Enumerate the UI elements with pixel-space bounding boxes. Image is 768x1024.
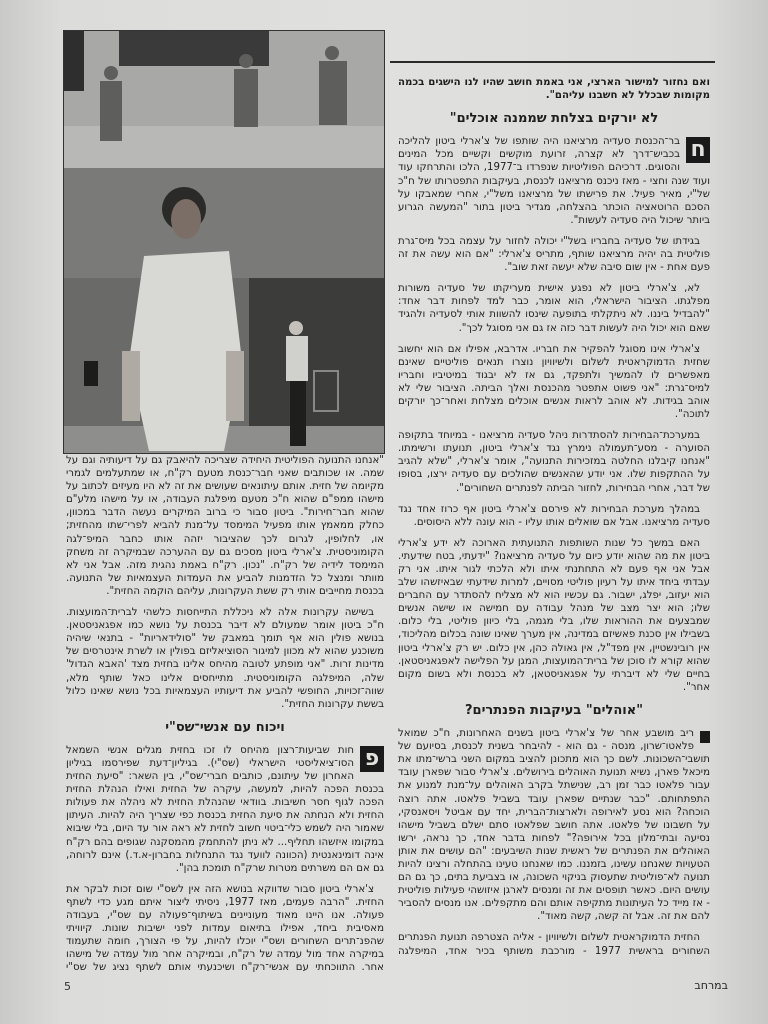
paragraph: במהלך מערכת הבחירות לא פירסם צ'ארלי ביטון אף כרוז אחד נגד סעדיה מרציאנו. אבל אם שואלים אותו עליו - הוא עונה ללא היסוסים. xyxy=(398,503,710,528)
subheading-tents: "אוהלים" בעיקבות הפנתרים? xyxy=(465,702,643,718)
subheading-spitting: לא יורקים בצלחת שממנה אוכלים" xyxy=(449,111,659,127)
publication-name: במרחב xyxy=(694,979,728,992)
paragraph: פ חות שביעות־רצון מהיחס לו זכו בחזית מגלים אנשי השמאל הסו־ציאליסטי הישראלי (שס"י). בגיליון־דעת שפירסמו בגיליון האחרון של עיתונם, כותבים חברי־שס"י, בין השאר: "סיעת החזית בכנסת הפכה להיות, למעשה, עיקרה של החזית ואילו הנהלת החזית הפכה לגוף חסר חשיבות. בוודאי שהנהלת החזית לא ניהלה את פעולות החזית ולא הנחתה את סיעת החזית בכנסת כפי שצריך היה להיות. העיתון שאמור היה לשמש כלי־ביטוי חשוב לחזית לא ראה אור עד היום, בלי שיבוא במקומו איזשהו תחליף... לא ניתן להתחמק מהמסקנה שגופים בהם רק"ח אינה דומינאנטית (הכוונה לוועד נגד התנחלות בחברון-א.ד.) אינם לרוחה, גם אם הם משרתים מטרות שרק"ח תומכת בהן". xyxy=(66,744,384,874)
paragraph: צ'ארלי אינו מסוגל להפקיר את חבריו. אדרבא, אפילו אם הוא יחשוב שחזית הדמוקראטית לשלום ולשיוויון נוצרו תנאים פוליטיים שאינם מאפשרים לו להמשיך ולתפקד, גם אז לא יבגוד במיטיביו וחבריו למיס־גרת: "אני פשוט אתפטר מהכנסת ואלך הביתה. הציבור שלי לא אוהב בגידות. לא אוהב לראות אנשים אוכלים מצלחת ואחר־כך יורקים לתוכה". xyxy=(398,343,710,421)
paragraph: "אנחנו התנועה הפוליטית היחידה שצריכה להיאבק גם על דיעותיה וגם על שמה. או שכותבים שאני חבר־כנסת מטעם רק"ח, או שמתעלמים לגמרי מקיומה של חזית. אותם עיתונאים שעושים את זה לא היו מעיזים לכתוב על מישהו ממפ"ם שהוא ח"כ מטעם מיפלגת העבודה, או על מישהו מלע"ם שהוא חבר־חירות". ביטון סבור כי ברוב המיקרים נעשה הדבר במכוון, כחלק ממאמץ אותו מפעיל המימסד על־מנת להביא לפרי־שתו מהחזית; או, לחלופין, לגרום לכך שהציבור יזהה אותו כחבר המיפ־לגה הקומוניסטית. צ'ארלי ביטון מסכים גם עם ההערכה שבמיקרה זה משחק המימסד לידיה של רק"ח. "נכון. רק"ח באמת נהגית מזה. אבל אני לא מוותר ומנצל כל הזדמנות להביע את העמדות העצמאיות של התנועה. בכנסת מחייבים אותי רק ששת העקרונות, עליהם הוקמה החזית". xyxy=(66,455,384,597)
paragraph: ריב מושבע אחר של צ'ארלי ביטון בשנים האחרונות, ח"כ שמואל פלאטו־שרון, מנסה - גם הוא - להיבחר בשנית לכנסת, בסיועם של תושבי־השכונות. לשם כך הוא מתכונן להציב במקום השני ברשי־מתו את מיכאל פארן, נשיא תנועת האוהלים בירושלים. צ'ארלי סבור שפארן עובד עבור פלאטו כבר זמן רב, שנישתל בקרב האוהלים על־מנת למנוע את התפתחותם. "כבר שנתיים שפארן עובד בשביל פלאטו. אתה רוצה הוכחה? הוא נסע לאירופה ולארצות־הברית, יחד עם אביטל ויסאנסקי, על חשבונו של פלאטו. אתה חושב שפלאטו סתם ישלם בשביל מישהו נסיעה ובתי־מלון בכל אירופה?" לפחות בדבר אחד, כך נראה, ירשו האוהלים את הפנתרים של ראשית שנות השיבעים: "הם עושים את אותן הטעויות שאנחנו עשינו, בזמננו. כמו שאנחנו טעינו בהתחלה ורצינו להיות תנועה לא־פוליטית שתעסוק בניקוי השכונה, או בצביעת בתים, כך גם הם עושים היום. כאשר תופסים את זה ומנסים לארגן איזושהי פעילות פוליטית - אז מייד כל העיתונות מתקיפה אותם והם מתקפלים. אנו מנסים להסביר להם את זה. אבל זה קשה, קשה מאוד". xyxy=(398,728,710,923)
photo-figure-standing-under-bridge-with-soldiers-icon xyxy=(64,31,384,453)
drop-cap: פ xyxy=(360,746,384,772)
paragraph: בשישה עקרונות אלה לא ניכללת התייחסות כלשהי לברית־המועצות. ח"כ ביטון אומר שמעולם לא דיבר בכנסת על נושא כמו אפגאניסטאן. בנושא פולין הוא אף תומך במאבק של "סולידאריות" - בתנאי שיהיה משוכנע שהוא לא מכוון למיגור הסוציאליזם בפולין או לשרת אינטרסים של מדינות זרות. "אני מופתע לטובה מהיחס אלינו בחזית מצד 'האבא הגדול' שלה, המיפלגה הקומוניסטית. מתייחסים אלינו כאל שותף מלא, שווה־זכויות, החופשי להביע את דיעותיו העצמאיות בכל נושא שאינו כלול בששת עקרונות החזית". xyxy=(66,607,384,710)
paragraph: בגידתו של סעדיה בחבריו בשל"י יכולה לחזור על עצמה בכל מיס־גרת פוליטית בה יהיה מרציאנו שותף, מתריס צ'ארלי: "אם הוא עשה את זה פעם אחת - אין שום סיבה שלא יעשה זאת שוב". xyxy=(398,235,710,274)
paragraph: האם במשך כל שנות השותפות התנועתית הארוכה לא ידע צ'ארלי ביטון את מה שהוא יודע כיום על סעדיה מרציאנו? "ידעתי, בטח שידעתי. אבל אני אף פעם לא התחתנתי איתו ולא הלכתי לגור איתו. אני רק עבדתי ביחד איתו על רעיון פוליטי מסויים, למרות שידעתי שבאיזשהו שלב הוא יעזוב, יפלג, ישבור. גם עכשיו הוא לא מצליח להסתדר עם החברים שלו; הוא יצר מצב של מנהל עבודה עם חמישה או שישה אנשים שמבצעים את ההוראות שלו, בלי מגמה, בלי כיוון פוליטי, בלי כלום. בשבילו אין סכנת פאשיזם במדינה, אין מערך שאינו שונה בכלום מהליכוד, אין רובינשטיין, אין מפד"ל, אין גאולה כהן, אין כלום. יש רק צ'ארלי ביטון שהוא קורא לו סוכן של ברית־המועצות, המגן על הפלישה לאפגאניסטאן. בחיים שלי לא דיברתי על אפגאניסטאן, לא בכנסת ולא בשום מקום אחר". xyxy=(398,537,710,693)
paragraph: לא, צ'ארלי ביטון לא נפגע אישית מעריקתו של סעדיה משורות מפלגתו. הציבור הישראלי, הוא אומר, כבר למד לפחות דבר אחד: "להבדיל ביננו. לא ניתקלתי בתופעה שינסו להשוות אותי לסעדיה ולהגיד שאם הוא יכול היה לעשות דבר כזה אז גם אני מסוגל לכך". xyxy=(398,283,710,334)
column-rule xyxy=(390,61,715,63)
page-number: 5 xyxy=(64,980,71,993)
left-column xyxy=(66,454,384,974)
subheading-debate: ויכוח עם אנשי־שס"י xyxy=(165,719,285,735)
paragraph: החזית הדמוקראטית לשלום ולשיוויון - אליה הצטרפה תנועת הפנתרים השחורים בראשית 1977 - מורכבת משותף בכיר אחד, המיפלגה xyxy=(398,932,710,956)
paragraph: במערכת־הבחירות להסתדרות ניהל סעדיה מרציאנו - במיוחד בתקופה הסוערה - מסע־תעמולה נימרץ נגד צ'ארלי ביטון, תנועתו ורשימתו. "אנחנו קיבלנו החלטה במזכירות התנועה", אומר צ'ארלי, "שלא להגיב על ההתקפות שלו. אני יודע שהאנשים שהולכים עם סעדיה ירצו, בסופו של דבר, אחרי הבחירות, לחזור הביתה לפנתרים השחורים". xyxy=(398,430,710,494)
drop-cap: ח xyxy=(686,137,710,163)
article-photo xyxy=(63,30,385,454)
right-column xyxy=(398,76,710,956)
paragraph: ח בר־הכנסת סעדיה מרציאנו היה שותפו של צ'ארלי ביטון להליכה בכביש־דרך לא קצרה, זרועת מוקשים וקשיים מכל המינים והסוגים. דרכיהם הפוליטיות שנפרדו ב־1977, הלכו והתרחקו עוד ועוד שנה וחצי - מאז ניכנס מרציאנו לכנסת, בעיקבות התפטרותו של ח"כ של"י, מאיר פעיל. את פרישתו של מרציאנו משל"י, אחרי שמאבקו על הסכם הרוטאציה הוכתר בהצלחה, מגדיר ביטון בתור "המעשה הגרוע ביותר שיכול היה סעדיה לעשות". xyxy=(398,136,710,226)
paragraph: צ'ארלי ביטון סבור שדווקא בנושא הזה אין לשס"י שום זכות לבקר את החזית. "הרבה פעמים, מאז 1977, ניסיתי ליצור איתם מגע כדי לשתף פעולה. אנו היינו מאוד מעוניינים בשיתוף־פעולה עם שס"י, בעבודה מאסיבית ביחד, אפילו בתיאום עמדות לפני ישיבות שונות. קיוויתי שהפנ־תרים השחורים ושס"י יוכלו להיות, על פי הצורך, חומה שתעמוד במיקרה אחד מול עמדה של רק"ח, ובמיקרה אחר מול עמדה של מישהו אחר. התווכחתי עם אנשי־רק"ח ושיכנעתי אותם לשתף נציג של שס"י xyxy=(66,883,384,974)
drop-cap-square xyxy=(700,731,710,743)
intro-paragraph: ואם נחזור למישור הארצי, אני באמת חושב שהיו לנו הישגים בכמה מקומות שבכלל לא חשבנו עליהם". xyxy=(398,77,710,102)
